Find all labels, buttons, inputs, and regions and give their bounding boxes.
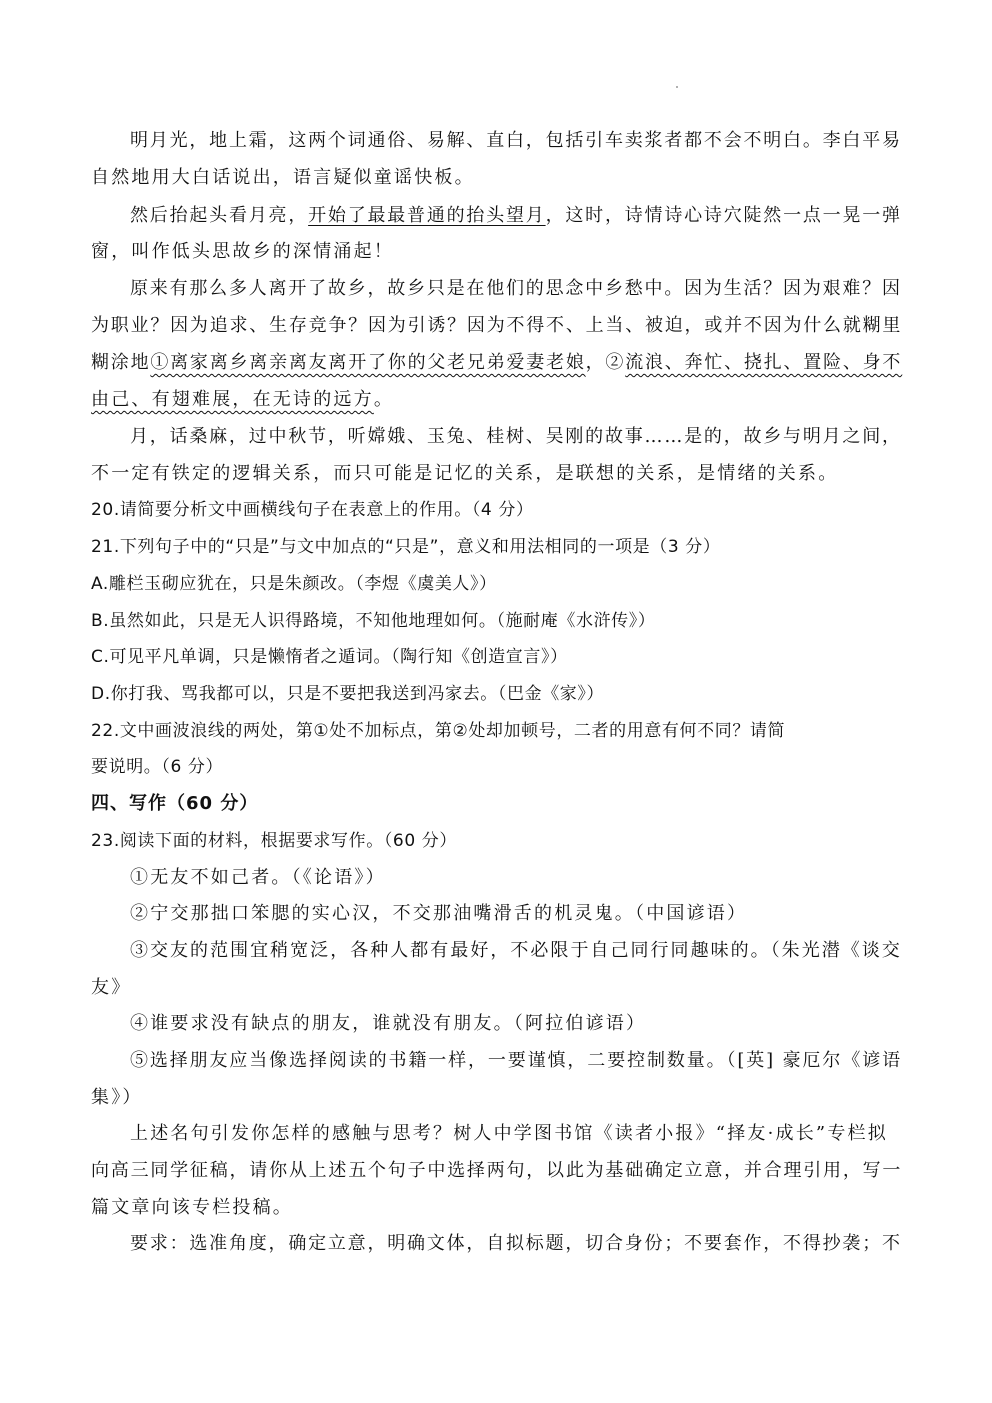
passage-p1-line1: 明月光，地上霜，这两个词通俗、易解、直白，包括引车卖浆者都不会不明白。李白平易 [130,130,902,151]
question-21: 21.下列句子中的“只是”与文中加点的“只是”，意义和用法相同的一项是（3 分） [91,537,721,557]
scan-speck [676,86,678,88]
passage-p2-text-a: 然后抬起头看月亮， [130,205,309,226]
passage-p3-line3 [91,351,902,375]
prompt-line1: 上述名句引发你怎样的感触与思考？树人中学图书馆《读者小报》“择友·成长”专栏拟 [130,1123,888,1144]
question-22-line2: 要说明。（6 分） [91,757,224,777]
passage-p3-line1: 原来有那么多人离开了故乡，故乡只是在他们的思念中乡愁中。因为生活？因为艰难？因 [130,278,902,299]
quote-3-line2: 友》 [91,977,132,998]
underlined-sentence: 开始了最最普通的抬头望月 [308,205,546,226]
prompt-line3: 篇文章向该专栏投稿。 [91,1197,293,1218]
q21-option-a: A.雕栏玉砌应犹在，只是朱颜改。（李煜《虞美人》） [91,574,497,594]
passage-p3-text-a: 糊涂地 [91,352,151,373]
quote-5-line1: ⑤选择朋友应当像选择阅读的书籍一样，一要谨慎，二要控制数量。（[英] 豪厄尔《谚语 [130,1050,902,1071]
section-heading-writing: 四、写作（60 分） [91,793,259,814]
passage-p4-line1: 月，话桑麻，过中秋节，听嫦娥、玉兔、桂树、吴刚的故事……是的，故乡与明月之间， [130,426,902,447]
passage-p2-line1 [130,204,902,228]
q21-option-d: D.你打我、骂我都可以，只是不要把我送到冯家去。（巴金《家》） [91,684,605,704]
wavy-phrase-1: ①离家离乡离亲离友离开了你的父老兄弟爱妻老娘 [150,352,586,373]
requirements-line1: 要求：选准角度，确定立意，明确文体，自拟标题，切合身份；不要套作，不得抄袭；不 [130,1233,902,1254]
passage-p3-line4 [91,388,394,412]
passage-p2-text-b: ，这时，诗情诗心诗穴陡然一点一晃一弹 [545,205,902,226]
passage-p4-line2: 不一定有铁定的逻辑关系，而只可能是记忆的关系，是联想的关系，是情绪的关系。 [91,463,839,484]
passage-p2-line2: 窗，叫作低头思故乡的深情涌起！ [91,241,394,262]
passage-p1-line2: 自然地用大白话说出，语言疑似童谣快板。 [91,167,475,188]
q21-option-b: B.虽然如此，只是无人识得路境，不知他地理如何。（施耐庵《水浒传》） [91,611,656,631]
question-20: 20.请简要分析文中画横线句子在表意上的作用。（4 分） [91,500,534,520]
wavy-phrase-2: 流浪、奔忙、挠扎、置险、身不 [625,352,903,373]
prompt-line2: 向高三同学征稿，请你从上述五个句子中选择两句，以此为基础确定立意，并合理引用，写一 [91,1160,903,1181]
quote-5-line2: 集》） [91,1087,143,1108]
passage-p3-end: 。 [373,389,395,410]
quote-4: ④谁要求没有缺点的朋友，谁就没有朋友。（阿拉伯谚语） [130,1013,647,1034]
question-23: 23.阅读下面的材料，根据要求写作。（60 分） [91,831,457,851]
passage-p3-line2: 为职业？因为追求、生存竞争？因为引诱？因为不得不、上当、被迫，或并不因为什么就糊里 [91,315,903,336]
quote-3-line1: ③交友的范围宜稍宽泛，各种人都有最好，不必限于自己同行同趣味的。（朱光潜《谈交 [130,940,902,961]
quote-2: ②宁交那拙口笨腮的实心汉，不交那油嘴滑舌的机灵鬼。（中国谚语） [130,903,748,924]
q21-option-c: C.可见平凡单调，只是懒惰者之遁词。（陶行知《创造宣言》） [91,647,568,667]
question-22-line1: 22.文中画波浪线的两处，第①处不加标点，第②处却加顿号，二者的用意有何不同？请简 [91,721,786,741]
wavy-phrase-2-cont: 由己、有翅难展，在无诗的远方 [91,389,374,410]
passage-p3-text-b: ，② [585,352,626,373]
quote-1: ①无友不如己者。（《论语》） [130,867,386,888]
